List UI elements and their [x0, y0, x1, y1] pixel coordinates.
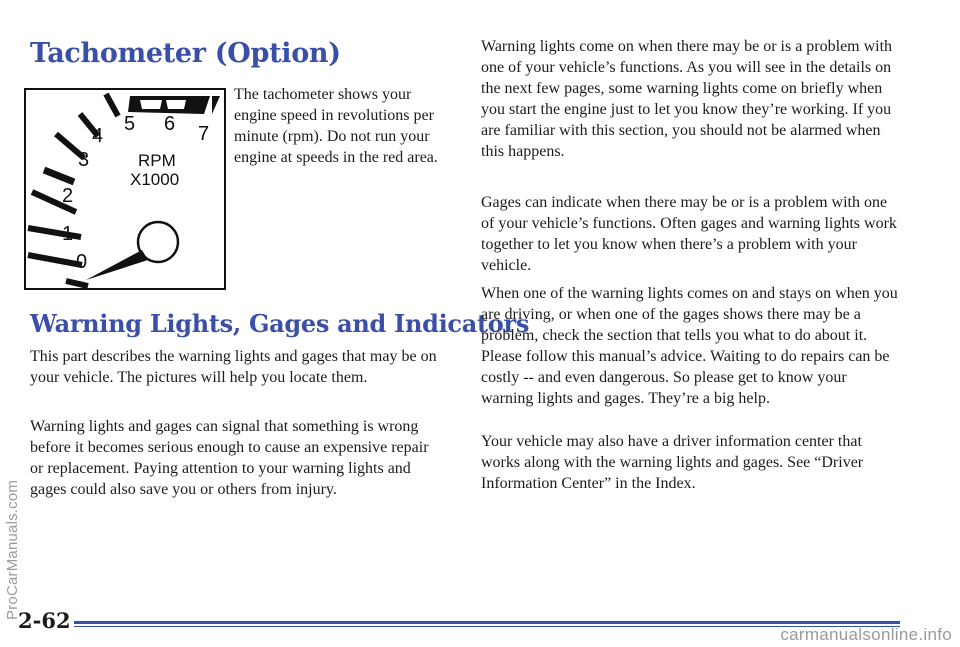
gauge-needle	[86, 250, 148, 280]
tachometer-description: The tachometer shows your engine speed in revolutions per minute (rpm). Do not run your engine at speeds in the red area.	[234, 86, 438, 166]
left-paragraph-1: This part describes the warning lights and gages that may be on your vehicle. The pictures will help you locate them.	[30, 348, 437, 386]
redline-band-end	[212, 96, 220, 114]
vertical-watermark: ProCarManuals.com	[4, 479, 21, 620]
gauge-tick	[28, 255, 82, 265]
gauge-tick	[106, 94, 118, 116]
redline-mark	[140, 100, 162, 109]
right-paragraph-4: Your vehicle may also have a driver information center that works along with the warning lights and gages. See “Driver Information Center” in the Index.	[481, 433, 864, 492]
footer-rule-thin	[74, 626, 900, 627]
gauge-numeral-7: 7	[198, 123, 210, 145]
gauge-numeral-1: 1	[62, 223, 74, 245]
right-paragraph-2: Gages can indicate when there may be or is a problem with one of your vehicle’s functions. Often gages and warning lights work together to let you know when there’s a problem with your vehicle.	[481, 194, 897, 274]
gauge-tick	[66, 281, 88, 286]
gauge-numeral-3: 3	[78, 149, 90, 171]
gauge-numeral-5: 5	[124, 113, 136, 135]
gauge-numeral-4: 4	[92, 125, 104, 147]
gauge-numeral-2: 2	[62, 185, 74, 207]
tachometer-gauge-svg	[26, 90, 224, 288]
tachometer-illustration	[24, 88, 226, 290]
gauge-numeral-6: 6	[164, 113, 176, 135]
right-paragraph-1: Warning lights come on when there may be or is a problem with one of your vehicle’s functions. As you will see in the details on the next few pages, some warning lights come on briefly when you start the engine just to let you know they’re working. If you are familiar with this section, you should not be alarmed when this happens.	[481, 38, 893, 160]
warning-lights-heading: Warning Lights, Gages and Indicators	[30, 309, 530, 338]
page-number: 2-62	[18, 608, 71, 633]
right-paragraph-3: When one of the warning lights comes on and stays on when you are driving, or when one of the gages shows there may be a problem, check the section that tells you what to do about it. Please follow this manual’s advice. Waiting to do repairs can be costly -- and even dangerous. So please get to know your warning lights and gages. They’re a big help.	[481, 285, 898, 407]
footer-rule	[74, 621, 900, 624]
gauge-tick	[44, 170, 74, 182]
redline-mark	[166, 100, 186, 109]
left-paragraph-2: Warning lights and gages can signal that something is wrong before it becomes serious enough to cause an expensive repair or replacement. Paying attention to your warning lights and gages could also save you or others from injury.	[30, 418, 429, 498]
gauge-label-rpm: RPM	[138, 151, 176, 170]
tachometer-heading: Tachometer (Option)	[30, 38, 341, 69]
gauge-numeral-0: 0	[76, 251, 88, 273]
site-watermark: carmanualsonline.info	[780, 625, 952, 644]
gauge-label-scale: X1000	[130, 170, 180, 189]
